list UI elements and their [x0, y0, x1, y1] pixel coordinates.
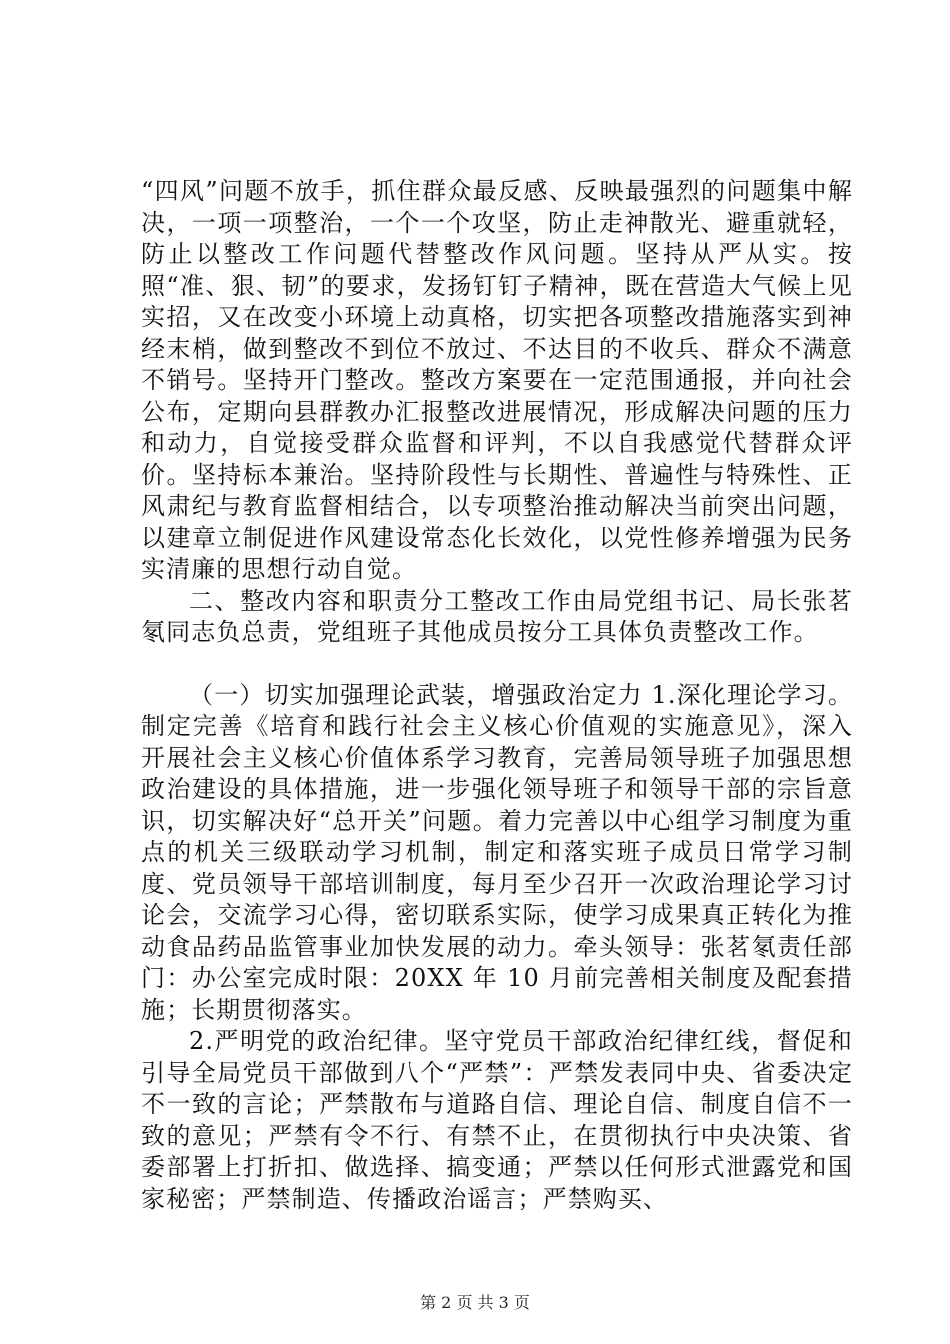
paragraph-spacer	[141, 649, 853, 680]
document-body	[141, 176, 853, 1215]
paragraph-theory-study: （一）切实加强理论武装，增强政治定力 1.深化理论学习。制定完善《培育和践行社会主义核心价值观的实施意见》，深入开展社会主义核心价值体系学习教育，完善局领导班子加强思想政治建设的具体措施，进一步强化领导班子和领导干部的宗旨意识，切实解决好“总开关”问题。着力完善以中心组学习制度为重点的机关三级联动学习机制，制定和落实班子成员日常学习制度、党员领导干部培训制度，每月至少召开一次政治理论学习讨论会，交流学习心得，密切联系实际，使学习成果真正转化为推动食品药品监管事业加快发展的动力。牵头领导：张茗氡责任部门：办公室完成时限：20XX 年 10 月前完善相关制度及配套措施；长期贯彻落实。	[141, 680, 853, 1024]
paragraph-party-discipline: 2.严明党的政治纪律。坚守党员干部政治纪律红线，督促和引导全局党员干部做到八个“严禁”：严禁发表同中央、省委决定不一致的言论；严禁散布与道路自信、理论自信、制度自信不一致的意见；严禁有令不行、有禁不止，在贯彻执行中央决策、省委部署上打折扣、做选择、搞变通；严禁以任何形式泄露党和国家秘密；严禁制造、传播政治谣言；严禁购买、	[141, 1027, 853, 1213]
paragraph-continuation: “四风”问题不放手，抓住群众最反感、反映最强烈的问题集中解决，一项一项整治，一个一个攻坚，防止走神散光、避重就轻，防止以整改工作问题代替整改作风问题。坚持从严从实。按照“准、狠、韧”的要求，发扬钉钉子精神，既在营造大气候上见实招，又在改变小环境上动真格，切实把各项整改措施落实到神经末梢，做到整改不到位不放过、不达目的不收兵、群众不满意不销号。坚持开门整改。整改方案要在一定范围通报，并向社会公布，定期向县群教办汇报整改进展情况，形成解决问题的压力和动力，自觉接受群众监督和评判，不以自我感觉代替群众评价。坚持标本兼治。坚持阶段性与长期性、普遍性与特殊性、正风肃纪与教育监督相结合，以专项整治推动解决当前突出问题，以建章立制促进作风建设常态化长效化，以党性修养增强为民务实清廉的思想行动自觉。	[141, 177, 853, 583]
page-footer: 第 2 页 共 3 页	[420, 1293, 530, 1312]
paragraph-section-two: 二、整改内容和职责分工整改工作由局党组书记、局长张茗氡同志负总责，党组班子其他成员按分工具体负责整改工作。	[141, 586, 853, 646]
